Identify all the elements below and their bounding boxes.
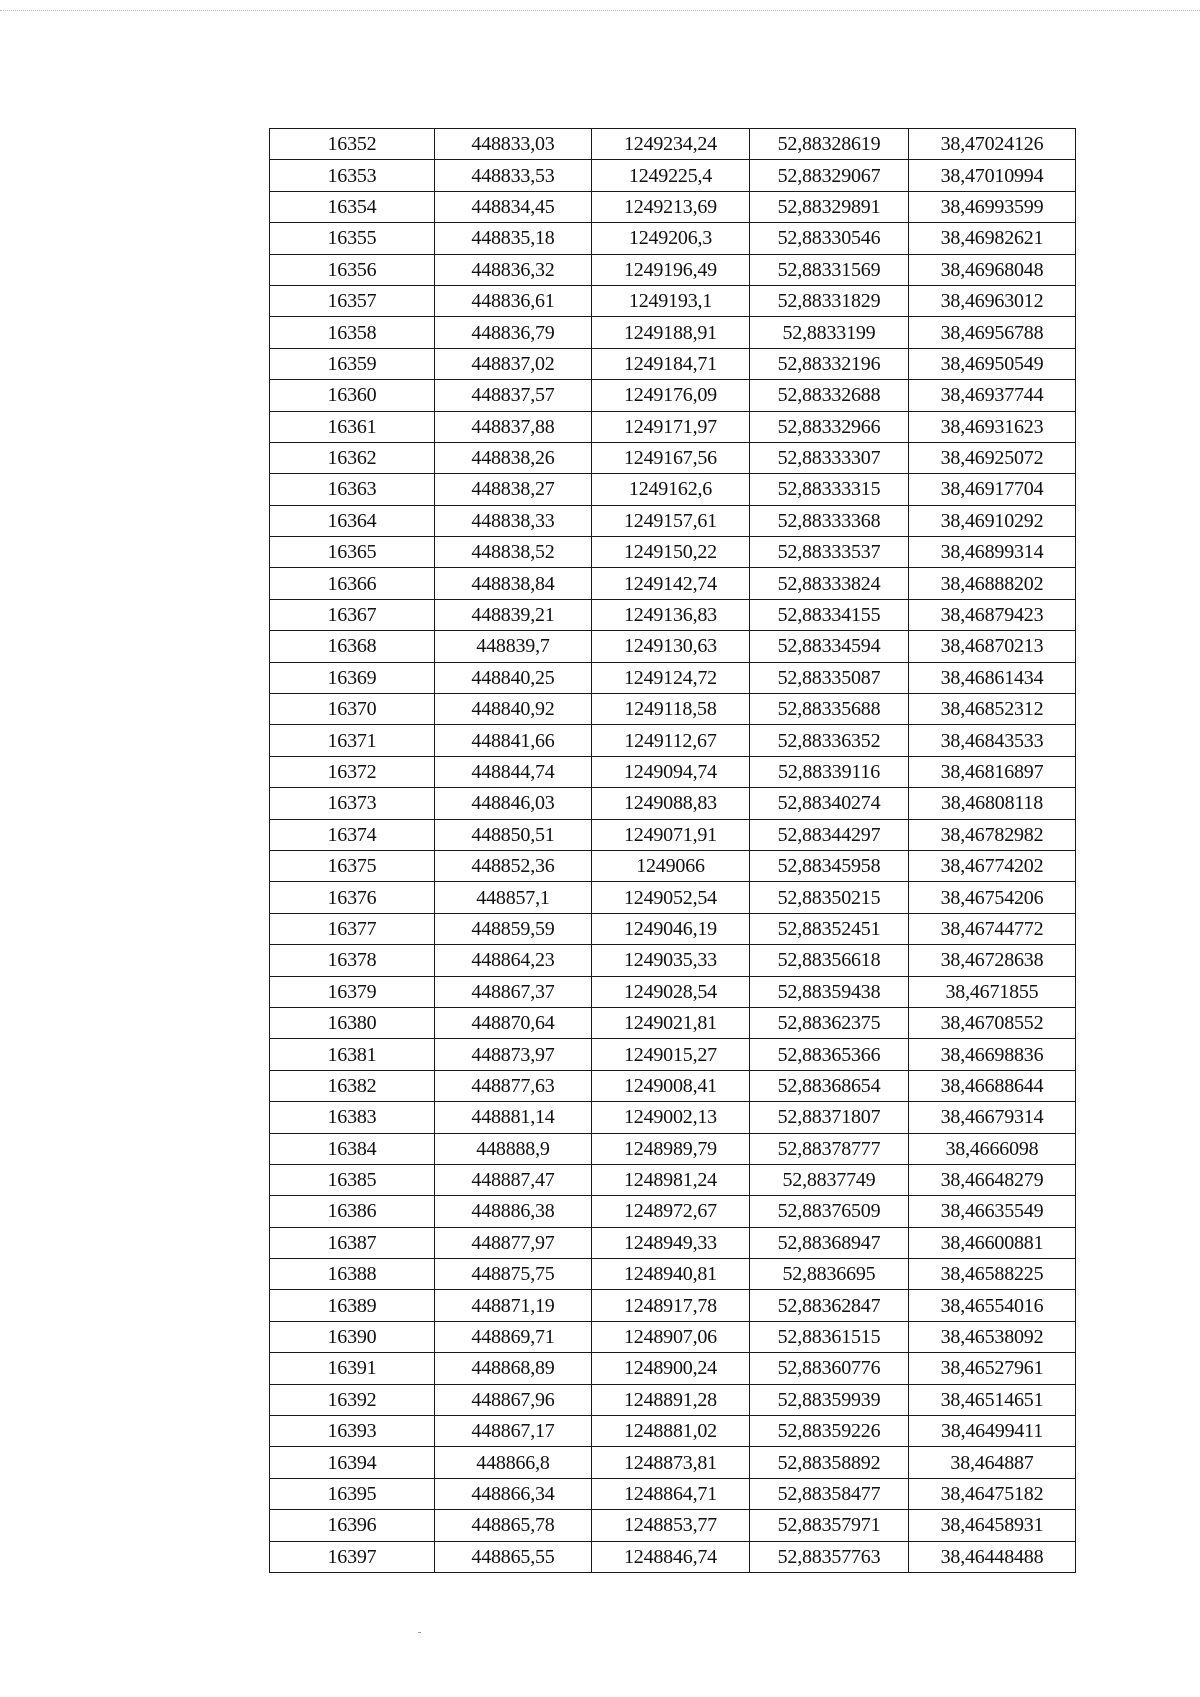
point-number-cell: 16371 <box>270 725 435 756</box>
latitude-cell: 52,88333537 <box>750 537 909 568</box>
point-number-cell: 16390 <box>270 1321 435 1352</box>
table-row <box>270 1039 1076 1070</box>
y-coordinate-cell: 1249176,09 <box>592 380 750 411</box>
point-number-cell: 16360 <box>270 380 435 411</box>
y-coordinate-cell: 1249193,1 <box>592 285 750 316</box>
table-row <box>270 380 1076 411</box>
latitude-cell: 52,88360776 <box>750 1353 909 1384</box>
x-coordinate-cell: 448869,71 <box>435 1321 592 1352</box>
longitude-cell: 38,4671855 <box>909 976 1076 1007</box>
y-coordinate-cell: 1248891,28 <box>592 1384 750 1415</box>
x-coordinate-cell: 448836,61 <box>435 285 592 316</box>
latitude-cell: 52,88333824 <box>750 568 909 599</box>
point-number-cell: 16369 <box>270 662 435 693</box>
longitude-cell: 38,46910292 <box>909 505 1076 536</box>
latitude-cell: 52,88334594 <box>750 631 909 662</box>
x-coordinate-cell: 448841,66 <box>435 725 592 756</box>
latitude-cell: 52,88345958 <box>750 850 909 881</box>
latitude-cell: 52,88356618 <box>750 945 909 976</box>
longitude-cell: 38,46982621 <box>909 223 1076 254</box>
latitude-cell: 52,88329067 <box>750 160 909 191</box>
point-number-cell: 16356 <box>270 254 435 285</box>
x-coordinate-cell: 448887,47 <box>435 1164 592 1195</box>
latitude-cell: 52,88350215 <box>750 882 909 913</box>
longitude-cell: 38,46588225 <box>909 1259 1076 1290</box>
x-coordinate-cell: 448837,57 <box>435 380 592 411</box>
latitude-cell: 52,88361515 <box>750 1321 909 1352</box>
table-row <box>270 1102 1076 1133</box>
table-row <box>270 976 1076 1007</box>
longitude-cell: 38,4666098 <box>909 1133 1076 1164</box>
point-number-cell: 16382 <box>270 1070 435 1101</box>
table-row <box>270 348 1076 379</box>
latitude-cell: 52,8836695 <box>750 1259 909 1290</box>
point-number-cell: 16387 <box>270 1227 435 1258</box>
latitude-cell: 52,88339116 <box>750 756 909 787</box>
x-coordinate-cell: 448846,03 <box>435 788 592 819</box>
x-coordinate-cell: 448877,63 <box>435 1070 592 1101</box>
x-coordinate-cell: 448852,36 <box>435 850 592 881</box>
y-coordinate-cell: 1249162,6 <box>592 474 750 505</box>
longitude-cell: 38,46600881 <box>909 1227 1076 1258</box>
latitude-cell: 52,88352451 <box>750 913 909 944</box>
latitude-cell: 52,8833199 <box>750 317 909 348</box>
x-coordinate-cell: 448865,78 <box>435 1510 592 1541</box>
y-coordinate-cell: 1248989,79 <box>592 1133 750 1164</box>
point-number-cell: 16370 <box>270 694 435 725</box>
longitude-cell: 38,46754206 <box>909 882 1076 913</box>
longitude-cell: 38,46744772 <box>909 913 1076 944</box>
point-number-cell: 16383 <box>270 1102 435 1133</box>
point-number-cell: 16375 <box>270 850 435 881</box>
x-coordinate-cell: 448838,52 <box>435 537 592 568</box>
coordinates-table-body <box>270 129 1076 1573</box>
latitude-cell: 52,88358477 <box>750 1478 909 1509</box>
latitude-cell: 52,88362847 <box>750 1290 909 1321</box>
latitude-cell: 52,88357971 <box>750 1510 909 1541</box>
point-number-cell: 16391 <box>270 1353 435 1384</box>
table-row <box>270 725 1076 756</box>
x-coordinate-cell: 448881,14 <box>435 1102 592 1133</box>
point-number-cell: 16363 <box>270 474 435 505</box>
longitude-cell: 38,46879423 <box>909 599 1076 630</box>
x-coordinate-cell: 448868,89 <box>435 1353 592 1384</box>
longitude-cell: 38,46852312 <box>909 694 1076 725</box>
latitude-cell: 52,88368654 <box>750 1070 909 1101</box>
latitude-cell: 52,88334155 <box>750 599 909 630</box>
longitude-cell: 38,46475182 <box>909 1478 1076 1509</box>
point-number-cell: 16397 <box>270 1541 435 1572</box>
y-coordinate-cell: 1249142,74 <box>592 568 750 599</box>
longitude-cell: 38,46993599 <box>909 191 1076 222</box>
table-row <box>270 1384 1076 1415</box>
table-row <box>270 474 1076 505</box>
x-coordinate-cell: 448886,38 <box>435 1196 592 1227</box>
table-row <box>270 1227 1076 1258</box>
latitude-cell: 52,88335688 <box>750 694 909 725</box>
table-row <box>270 1447 1076 1478</box>
table-row <box>270 788 1076 819</box>
x-coordinate-cell: 448875,75 <box>435 1259 592 1290</box>
table-row <box>270 819 1076 850</box>
y-coordinate-cell: 1248900,24 <box>592 1353 750 1384</box>
point-number-cell: 16386 <box>270 1196 435 1227</box>
point-number-cell: 16359 <box>270 348 435 379</box>
point-number-cell: 16353 <box>270 160 435 191</box>
table-row <box>270 1478 1076 1509</box>
x-coordinate-cell: 448837,02 <box>435 348 592 379</box>
longitude-cell: 38,46708552 <box>909 1007 1076 1038</box>
latitude-cell: 52,88368947 <box>750 1227 909 1258</box>
table-row <box>270 1510 1076 1541</box>
point-number-cell: 16376 <box>270 882 435 913</box>
y-coordinate-cell: 1249184,71 <box>592 348 750 379</box>
y-coordinate-cell: 1249136,83 <box>592 599 750 630</box>
x-coordinate-cell: 448840,92 <box>435 694 592 725</box>
latitude-cell: 52,88332196 <box>750 348 909 379</box>
longitude-cell: 38,46937744 <box>909 380 1076 411</box>
point-number-cell: 16379 <box>270 976 435 1007</box>
y-coordinate-cell: 1249021,81 <box>592 1007 750 1038</box>
latitude-cell: 52,88336352 <box>750 725 909 756</box>
longitude-cell: 38,46698836 <box>909 1039 1076 1070</box>
table-row <box>270 254 1076 285</box>
point-number-cell: 16393 <box>270 1416 435 1447</box>
y-coordinate-cell: 1249206,3 <box>592 223 750 254</box>
y-coordinate-cell: 1249188,91 <box>592 317 750 348</box>
table-row <box>270 1290 1076 1321</box>
x-coordinate-cell: 448850,51 <box>435 819 592 850</box>
y-coordinate-cell: 1249112,67 <box>592 725 750 756</box>
longitude-cell: 38,46925072 <box>909 442 1076 473</box>
latitude-cell: 52,88328619 <box>750 129 909 160</box>
latitude-cell: 52,88331829 <box>750 285 909 316</box>
point-number-cell: 16373 <box>270 788 435 819</box>
y-coordinate-cell: 1249066 <box>592 850 750 881</box>
table-row <box>270 1541 1076 1572</box>
latitude-cell: 52,88359438 <box>750 976 909 1007</box>
longitude-cell: 38,46950549 <box>909 348 1076 379</box>
x-coordinate-cell: 448867,17 <box>435 1416 592 1447</box>
longitude-cell: 38,46963012 <box>909 285 1076 316</box>
latitude-cell: 52,88344297 <box>750 819 909 850</box>
y-coordinate-cell: 1248873,81 <box>592 1447 750 1478</box>
table-row <box>270 285 1076 316</box>
longitude-cell: 38,46499411 <box>909 1416 1076 1447</box>
y-coordinate-cell: 1249167,56 <box>592 442 750 473</box>
scan-speck <box>418 1632 421 1633</box>
y-coordinate-cell: 1249130,63 <box>592 631 750 662</box>
table-row <box>270 1196 1076 1227</box>
table-row <box>270 756 1076 787</box>
longitude-cell: 38,46514651 <box>909 1384 1076 1415</box>
y-coordinate-cell: 1248949,33 <box>592 1227 750 1258</box>
y-coordinate-cell: 1249035,33 <box>592 945 750 976</box>
point-number-cell: 16377 <box>270 913 435 944</box>
point-number-cell: 16365 <box>270 537 435 568</box>
latitude-cell: 52,88365366 <box>750 1039 909 1070</box>
latitude-cell: 52,88378777 <box>750 1133 909 1164</box>
longitude-cell: 38,47024126 <box>909 129 1076 160</box>
x-coordinate-cell: 448865,55 <box>435 1541 592 1572</box>
x-coordinate-cell: 448864,23 <box>435 945 592 976</box>
x-coordinate-cell: 448873,97 <box>435 1039 592 1070</box>
y-coordinate-cell: 1249028,54 <box>592 976 750 1007</box>
x-coordinate-cell: 448870,64 <box>435 1007 592 1038</box>
longitude-cell: 38,46888202 <box>909 568 1076 599</box>
point-number-cell: 16392 <box>270 1384 435 1415</box>
y-coordinate-cell: 1249002,13 <box>592 1102 750 1133</box>
table-row <box>270 1007 1076 1038</box>
longitude-cell: 38,46774202 <box>909 850 1076 881</box>
y-coordinate-cell: 1249234,24 <box>592 129 750 160</box>
latitude-cell: 52,88340274 <box>750 788 909 819</box>
y-coordinate-cell: 1249046,19 <box>592 913 750 944</box>
y-coordinate-cell: 1248917,78 <box>592 1290 750 1321</box>
latitude-cell: 52,88335087 <box>750 662 909 693</box>
y-coordinate-cell: 1249088,83 <box>592 788 750 819</box>
y-coordinate-cell: 1249052,54 <box>592 882 750 913</box>
point-number-cell: 16362 <box>270 442 435 473</box>
longitude-cell: 38,46843533 <box>909 725 1076 756</box>
point-number-cell: 16381 <box>270 1039 435 1070</box>
table-row <box>270 537 1076 568</box>
point-number-cell: 16361 <box>270 411 435 442</box>
point-number-cell: 16378 <box>270 945 435 976</box>
table-row <box>270 568 1076 599</box>
point-number-cell: 16358 <box>270 317 435 348</box>
x-coordinate-cell: 448838,27 <box>435 474 592 505</box>
longitude-cell: 38,46816897 <box>909 756 1076 787</box>
x-coordinate-cell: 448836,32 <box>435 254 592 285</box>
point-number-cell: 16374 <box>270 819 435 850</box>
x-coordinate-cell: 448837,88 <box>435 411 592 442</box>
point-number-cell: 16357 <box>270 285 435 316</box>
x-coordinate-cell: 448835,18 <box>435 223 592 254</box>
longitude-cell: 38,46458931 <box>909 1510 1076 1541</box>
y-coordinate-cell: 1249213,69 <box>592 191 750 222</box>
coordinates-table <box>269 128 1076 1573</box>
latitude-cell: 52,88376509 <box>750 1196 909 1227</box>
longitude-cell: 38,46554016 <box>909 1290 1076 1321</box>
table-row <box>270 1164 1076 1195</box>
longitude-cell: 38,46917704 <box>909 474 1076 505</box>
latitude-cell: 52,88330546 <box>750 223 909 254</box>
table-row <box>270 191 1076 222</box>
x-coordinate-cell: 448888,9 <box>435 1133 592 1164</box>
point-number-cell: 16389 <box>270 1290 435 1321</box>
latitude-cell: 52,88358892 <box>750 1447 909 1478</box>
latitude-cell: 52,88357763 <box>750 1541 909 1572</box>
x-coordinate-cell: 448871,19 <box>435 1290 592 1321</box>
y-coordinate-cell: 1249124,72 <box>592 662 750 693</box>
point-number-cell: 16372 <box>270 756 435 787</box>
table-row <box>270 442 1076 473</box>
latitude-cell: 52,88332688 <box>750 380 909 411</box>
y-coordinate-cell: 1248864,71 <box>592 1478 750 1509</box>
latitude-cell: 52,88333368 <box>750 505 909 536</box>
longitude-cell: 38,46679314 <box>909 1102 1076 1133</box>
point-number-cell: 16388 <box>270 1259 435 1290</box>
point-number-cell: 16384 <box>270 1133 435 1164</box>
latitude-cell: 52,88333315 <box>750 474 909 505</box>
x-coordinate-cell: 448840,25 <box>435 662 592 693</box>
point-number-cell: 16368 <box>270 631 435 662</box>
y-coordinate-cell: 1249094,74 <box>592 756 750 787</box>
longitude-cell: 38,46728638 <box>909 945 1076 976</box>
table-row <box>270 913 1076 944</box>
y-coordinate-cell: 1249071,91 <box>592 819 750 850</box>
longitude-cell: 38,46931623 <box>909 411 1076 442</box>
y-coordinate-cell: 1249157,61 <box>592 505 750 536</box>
y-coordinate-cell: 1249118,58 <box>592 694 750 725</box>
table-row <box>270 631 1076 662</box>
y-coordinate-cell: 1248972,67 <box>592 1196 750 1227</box>
longitude-cell: 38,46870213 <box>909 631 1076 662</box>
x-coordinate-cell: 448833,03 <box>435 129 592 160</box>
y-coordinate-cell: 1249171,97 <box>592 411 750 442</box>
point-number-cell: 16380 <box>270 1007 435 1038</box>
table-row <box>270 1133 1076 1164</box>
point-number-cell: 16354 <box>270 191 435 222</box>
table-row <box>270 129 1076 160</box>
x-coordinate-cell: 448877,97 <box>435 1227 592 1258</box>
x-coordinate-cell: 448838,26 <box>435 442 592 473</box>
y-coordinate-cell: 1248846,74 <box>592 1541 750 1572</box>
longitude-cell: 38,46448488 <box>909 1541 1076 1572</box>
scan-edge-line <box>0 10 1200 11</box>
x-coordinate-cell: 448838,33 <box>435 505 592 536</box>
table-row <box>270 945 1076 976</box>
x-coordinate-cell: 448839,21 <box>435 599 592 630</box>
longitude-cell: 38,46808118 <box>909 788 1076 819</box>
y-coordinate-cell: 1248853,77 <box>592 1510 750 1541</box>
longitude-cell: 38,46782982 <box>909 819 1076 850</box>
point-number-cell: 16352 <box>270 129 435 160</box>
table-row <box>270 1259 1076 1290</box>
table-row <box>270 850 1076 881</box>
latitude-cell: 52,88333307 <box>750 442 909 473</box>
table-row <box>270 882 1076 913</box>
table-row <box>270 317 1076 348</box>
table-row <box>270 694 1076 725</box>
latitude-cell: 52,88332966 <box>750 411 909 442</box>
y-coordinate-cell: 1249225,4 <box>592 160 750 191</box>
y-coordinate-cell: 1249008,41 <box>592 1070 750 1101</box>
latitude-cell: 52,88359226 <box>750 1416 909 1447</box>
longitude-cell: 38,46861434 <box>909 662 1076 693</box>
y-coordinate-cell: 1248981,24 <box>592 1164 750 1195</box>
x-coordinate-cell: 448866,34 <box>435 1478 592 1509</box>
y-coordinate-cell: 1249196,49 <box>592 254 750 285</box>
longitude-cell: 38,46538092 <box>909 1321 1076 1352</box>
longitude-cell: 38,464887 <box>909 1447 1076 1478</box>
table-row <box>270 1353 1076 1384</box>
latitude-cell: 52,8837749 <box>750 1164 909 1195</box>
latitude-cell: 52,88371807 <box>750 1102 909 1133</box>
table-row <box>270 599 1076 630</box>
table-row <box>270 1416 1076 1447</box>
point-number-cell: 16395 <box>270 1478 435 1509</box>
x-coordinate-cell: 448857,1 <box>435 882 592 913</box>
point-number-cell: 16355 <box>270 223 435 254</box>
longitude-cell: 38,46968048 <box>909 254 1076 285</box>
table-row <box>270 1321 1076 1352</box>
longitude-cell: 38,46648279 <box>909 1164 1076 1195</box>
x-coordinate-cell: 448836,79 <box>435 317 592 348</box>
x-coordinate-cell: 448867,96 <box>435 1384 592 1415</box>
longitude-cell: 38,46688644 <box>909 1070 1076 1101</box>
y-coordinate-cell: 1249150,22 <box>592 537 750 568</box>
longitude-cell: 38,46956788 <box>909 317 1076 348</box>
longitude-cell: 38,46899314 <box>909 537 1076 568</box>
point-number-cell: 16367 <box>270 599 435 630</box>
table-row <box>270 1070 1076 1101</box>
x-coordinate-cell: 448833,53 <box>435 160 592 191</box>
x-coordinate-cell: 448839,7 <box>435 631 592 662</box>
latitude-cell: 52,88362375 <box>750 1007 909 1038</box>
point-number-cell: 16366 <box>270 568 435 599</box>
point-number-cell: 16394 <box>270 1447 435 1478</box>
latitude-cell: 52,88329891 <box>750 191 909 222</box>
point-number-cell: 16385 <box>270 1164 435 1195</box>
point-number-cell: 16364 <box>270 505 435 536</box>
latitude-cell: 52,88359939 <box>750 1384 909 1415</box>
y-coordinate-cell: 1248940,81 <box>592 1259 750 1290</box>
point-number-cell: 16396 <box>270 1510 435 1541</box>
y-coordinate-cell: 1248881,02 <box>592 1416 750 1447</box>
x-coordinate-cell: 448834,45 <box>435 191 592 222</box>
longitude-cell: 38,46527961 <box>909 1353 1076 1384</box>
x-coordinate-cell: 448866,8 <box>435 1447 592 1478</box>
x-coordinate-cell: 448867,37 <box>435 976 592 1007</box>
y-coordinate-cell: 1249015,27 <box>592 1039 750 1070</box>
table-row <box>270 160 1076 191</box>
table-row <box>270 411 1076 442</box>
x-coordinate-cell: 448844,74 <box>435 756 592 787</box>
latitude-cell: 52,88331569 <box>750 254 909 285</box>
table-row <box>270 505 1076 536</box>
table-row <box>270 223 1076 254</box>
y-coordinate-cell: 1248907,06 <box>592 1321 750 1352</box>
x-coordinate-cell: 448859,59 <box>435 913 592 944</box>
table-row <box>270 662 1076 693</box>
x-coordinate-cell: 448838,84 <box>435 568 592 599</box>
longitude-cell: 38,47010994 <box>909 160 1076 191</box>
longitude-cell: 38,46635549 <box>909 1196 1076 1227</box>
